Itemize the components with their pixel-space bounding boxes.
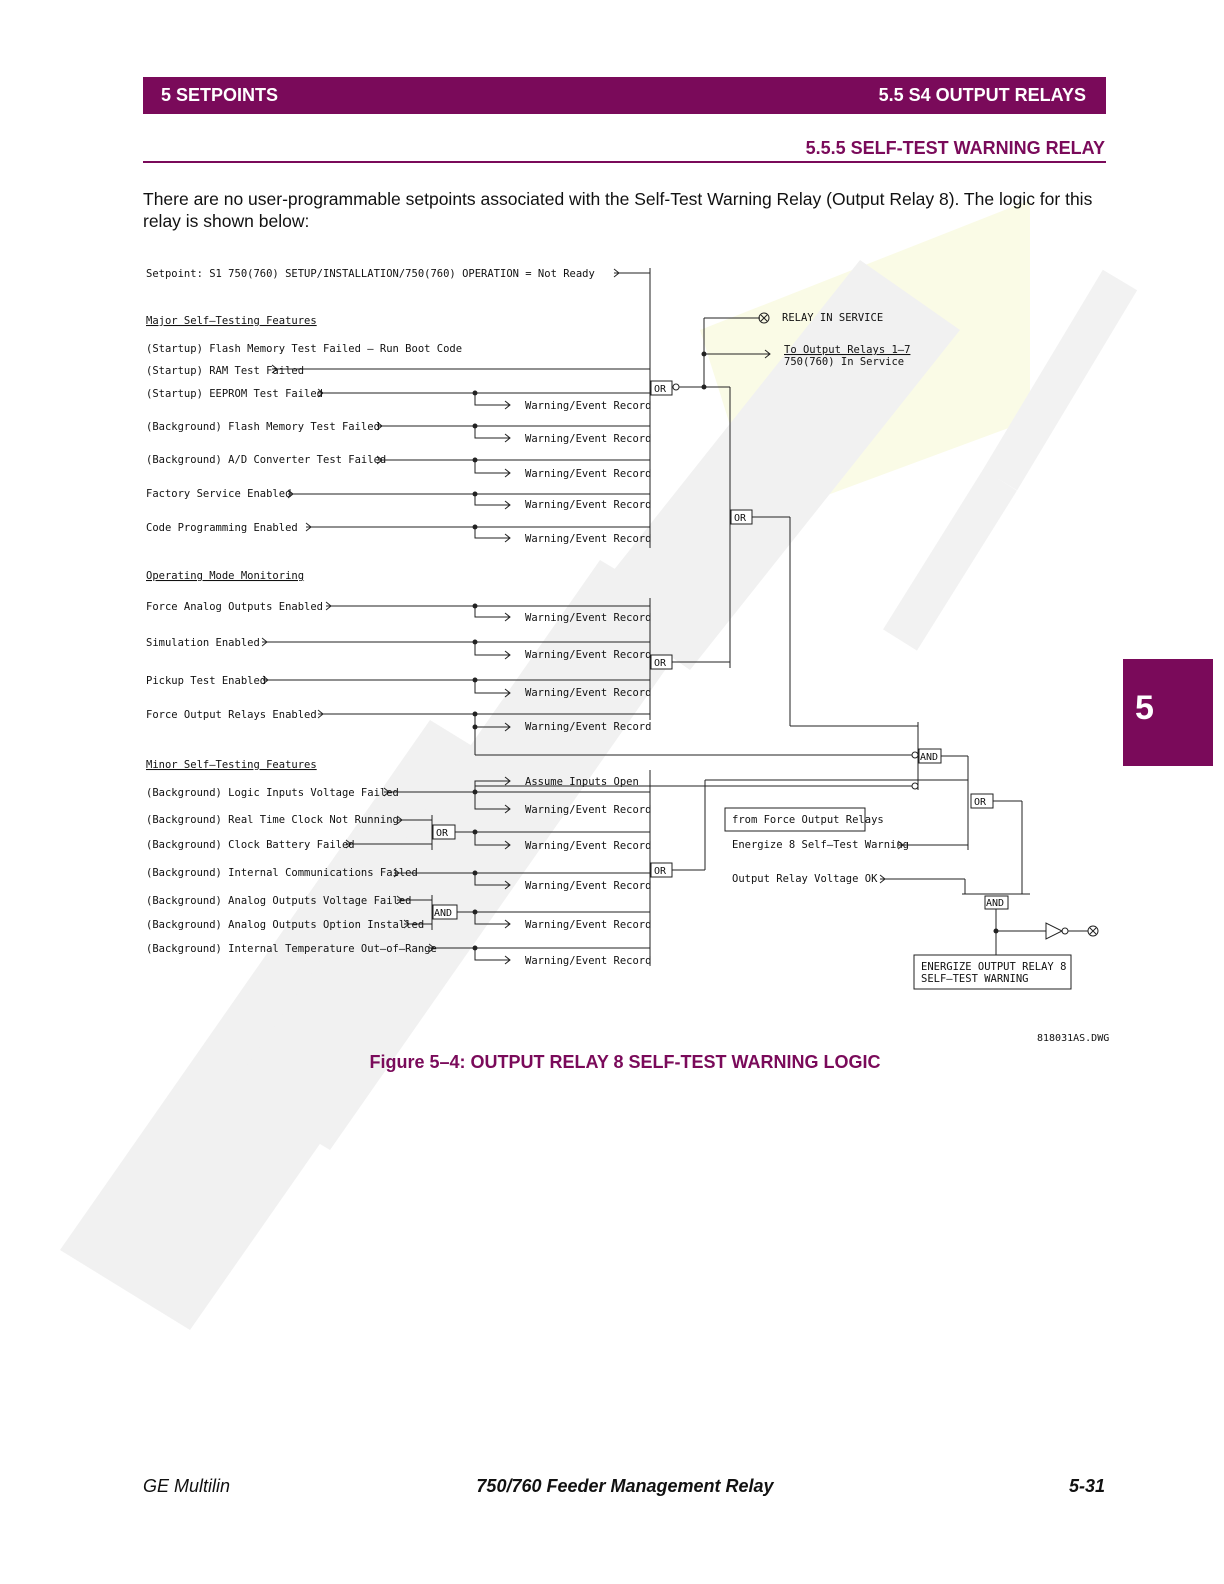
or-gate-label: OR xyxy=(654,658,667,669)
major-heading: Major Self–Testing Features xyxy=(146,315,317,327)
intro-paragraph: There are no user-programmable setpoints associated with the Self-Test Warning Relay (Output Relay 8). The logic for this relay is shown below: xyxy=(143,189,1093,231)
minor-item: (Background) Clock Battery Failed xyxy=(146,839,355,851)
major-item: Factory Service Enabled xyxy=(146,488,292,500)
energize-warning-label: Energize 8 Self–Test Warning xyxy=(732,839,910,851)
warning-record: Warning/Event Record xyxy=(525,400,652,412)
major-item: (Background) A/D Converter Test Failed xyxy=(146,454,387,466)
minor-item: (Background) Logic Inputs Voltage Failed xyxy=(146,787,399,799)
figure-caption: Figure 5–4: OUTPUT RELAY 8 SELF-TEST WARNING LOGIC xyxy=(369,1052,881,1072)
operating-item: Simulation Enabled xyxy=(146,637,260,649)
minor-heading: Minor Self–Testing Features xyxy=(146,759,317,771)
energize-box-line1: ENERGIZE OUTPUT RELAY 8 xyxy=(921,961,1067,973)
setpoint-label: Setpoint: S1 750(760) SETUP/INSTALLATION/750(760) OPERATION = Not Ready xyxy=(146,268,595,280)
major-item: (Startup) EEPROM Test Failed xyxy=(146,388,324,400)
warning-record: Warning/Event Record xyxy=(525,468,652,480)
warning-record: Warning/Event Record xyxy=(525,955,652,967)
warning-record: Warning/Event Record xyxy=(525,880,652,892)
assume-inputs-open: Assume Inputs Open xyxy=(525,776,639,788)
to-output-relays: To Output Relays 1–7 xyxy=(784,344,911,356)
footer-company: GE Multilin xyxy=(143,1476,231,1496)
warning-record: Warning/Event Record xyxy=(525,687,652,699)
or-gate-label: OR xyxy=(654,866,667,877)
warning-record: Warning/Event Record xyxy=(525,533,652,545)
warning-record: Warning/Event Record xyxy=(525,433,652,445)
major-item: (Startup) RAM Test Failed xyxy=(146,365,305,377)
major-item: Code Programming Enabled xyxy=(146,522,298,534)
or-gate-label: OR xyxy=(436,828,449,839)
operating-item: Pickup Test Enabled xyxy=(146,675,267,687)
operating-item: Force Output Relays Enabled xyxy=(146,709,317,721)
and-gate-label: AND xyxy=(920,752,939,763)
chapter-tab-number: 5 xyxy=(1135,689,1154,727)
section-title: 5.5.5 SELF-TEST WARNING RELAY xyxy=(805,138,1105,158)
footer-title: 750/760 Feeder Management Relay xyxy=(476,1476,774,1496)
drawing-id: 818031AS.DWG xyxy=(1037,1033,1110,1044)
warning-record: Warning/Event Record xyxy=(525,919,652,931)
major-item: (Startup) Flash Memory Test Failed – Run Boot Code xyxy=(146,343,463,355)
minor-item: (Background) Analog Outputs Voltage Failed xyxy=(146,895,412,907)
and-gate-label: AND xyxy=(434,908,453,919)
major-item: (Background) Flash Memory Test Failed xyxy=(146,421,380,433)
in-service-label: 750(760) In Service xyxy=(784,356,905,368)
minor-item: (Background) Internal Communications Failed xyxy=(146,867,418,879)
chapter-label: 5 SETPOINTS xyxy=(161,85,279,105)
footer-page-number: 5-31 xyxy=(1068,1476,1105,1496)
or-gate-label: OR xyxy=(974,797,987,808)
warning-record: Warning/Event Record xyxy=(525,649,652,661)
operating-item: Force Analog Outputs Enabled xyxy=(146,601,324,613)
warning-record: Warning/Event Record xyxy=(525,804,652,816)
and-gate-label: AND xyxy=(986,898,1005,909)
minor-item: (Background) Analog Outputs Option Installed xyxy=(146,919,425,931)
energize-box-line2: SELF–TEST WARNING xyxy=(921,973,1029,985)
operating-heading: Operating Mode Monitoring xyxy=(146,570,305,582)
or-gate-label: OR xyxy=(734,513,747,524)
section-label: 5.5 S4 OUTPUT RELAYS xyxy=(878,85,1086,105)
warning-record: Warning/Event Record xyxy=(525,840,652,852)
warning-record: Warning/Event Record xyxy=(525,499,652,511)
warning-record: Warning/Event Record xyxy=(525,721,652,733)
or-gate-label: OR xyxy=(654,384,667,395)
minor-item: (Background) Real Time Clock Not Running xyxy=(146,814,399,826)
warning-record: Warning/Event Record xyxy=(525,612,652,624)
minor-item: (Background) Internal Temperature Out–of–Range xyxy=(146,943,437,955)
output-relay-voltage-label: Output Relay Voltage OK xyxy=(732,873,878,885)
from-force-label: from Force Output Relays xyxy=(732,814,884,826)
relay-in-service: RELAY IN SERVICE xyxy=(782,312,884,324)
